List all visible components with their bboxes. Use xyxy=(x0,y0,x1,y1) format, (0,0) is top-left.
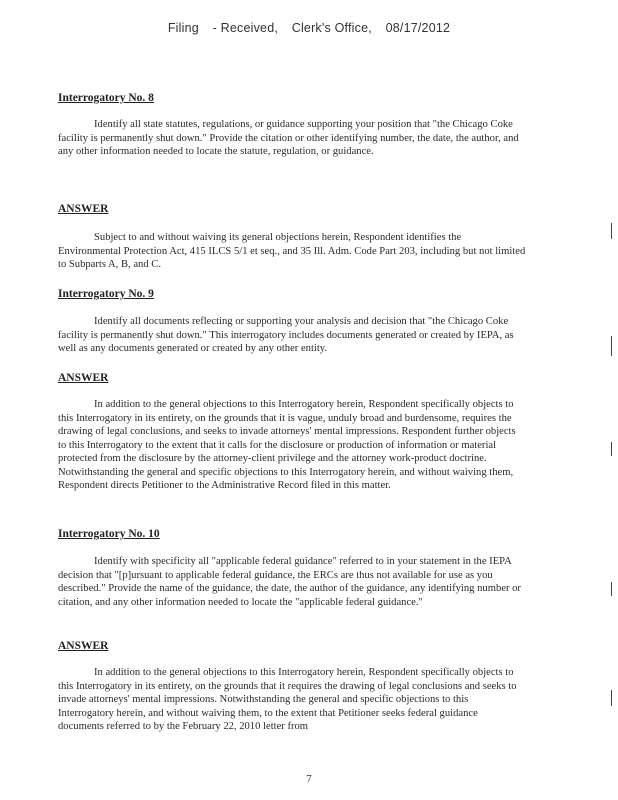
filing-header xyxy=(0,21,618,35)
answer-8-text: Subject to and without waiving its general objections herein, Respondent identifies the Environmental Protection Act, 415 ILCS 5/1 et seq., and 35 Ill. Adm. Code Part 203, including but not limited to Subparts A, B, and C. xyxy=(58,232,526,270)
header-received: - Received, xyxy=(212,21,279,35)
interrogatory-8-text: Identify all state statutes, regulations, or guidance supporting your position that "the Chicago Coke facility is permanently shut down." Provide the citation or other identifying number, the date, the author, and any other information needed to locate the statute, regulation, or guidance. xyxy=(58,119,519,157)
margin-mark xyxy=(611,336,612,356)
interrogatory-10-heading: Interrogatory No. 10 xyxy=(58,528,160,540)
header-office: Clerk's Office, xyxy=(291,21,372,35)
interrogatory-8-heading: Interrogatory No. 8 xyxy=(58,92,154,104)
answer-9-heading: ANSWER xyxy=(58,372,109,384)
answer-10-heading: ANSWER xyxy=(58,640,109,652)
interrogatory-9-text: Identify all documents reflecting or supporting your analysis and decision that "the Chicago Coke facility is permanently shut down." This interrogatory includes documents generated or created by IEPA, as well as any documents generated or created by any other entity. xyxy=(58,316,514,354)
margin-mark xyxy=(611,442,612,456)
margin-mark xyxy=(611,690,612,706)
margin-mark xyxy=(611,223,612,239)
interrogatory-10-text: Identify with specificity all "applicable federal guidance" referred to in your statement in the IEPA decision that "[p]ursuant to applicable federal guidance, the ERCs are thus not available for use as you described." Provide the name of the guidance, the date, the author of the guidance, any identifying number or citation, and any other information needed to locate the "applicable federal guidance." xyxy=(58,556,521,608)
interrogatory-9-heading: Interrogatory No. 9 xyxy=(58,288,154,300)
header-date: 08/17/2012 xyxy=(385,21,451,35)
answer-8-heading: ANSWER xyxy=(58,203,109,215)
header-filing: Filing xyxy=(167,21,199,35)
margin-mark xyxy=(611,582,612,596)
answer-10-text: In addition to the general objections to this Interrogatory herein, Respondent specifically objects to this Interrogatory in its entirety, on the grounds that it requires the drawing of legal conclusions and seeks to invade attorneys' mental impressions. Notwithstanding the general and specific objections to this Interrogatory herein, and without waiving them, to the extent that Petitioner seeks federal guidance documents referred to by the February 22, 2010 letter from xyxy=(58,667,517,732)
page-number: 7 xyxy=(306,773,312,785)
answer-9-text: In addition to the general objections to this Interrogatory herein, Respondent specifically objects to this Interrogatory in its entirety, on the grounds that it is vague, unduly broad and burdensome, requires the drawing of legal conclusions, and seeks to invade attorneys' mental impressions. Respondent further objects to this Interrogatory to the extent that it calls for the disclosure or production of information or material protected from the disclosure by the attorney-client privilege and the attorney work-product doctrine. Notwithstanding the general and specific objections to this Interrogatory herein, and without waiving them, Respondent directs Petitioner to the Administrative Record filed in this matter. xyxy=(58,399,516,491)
